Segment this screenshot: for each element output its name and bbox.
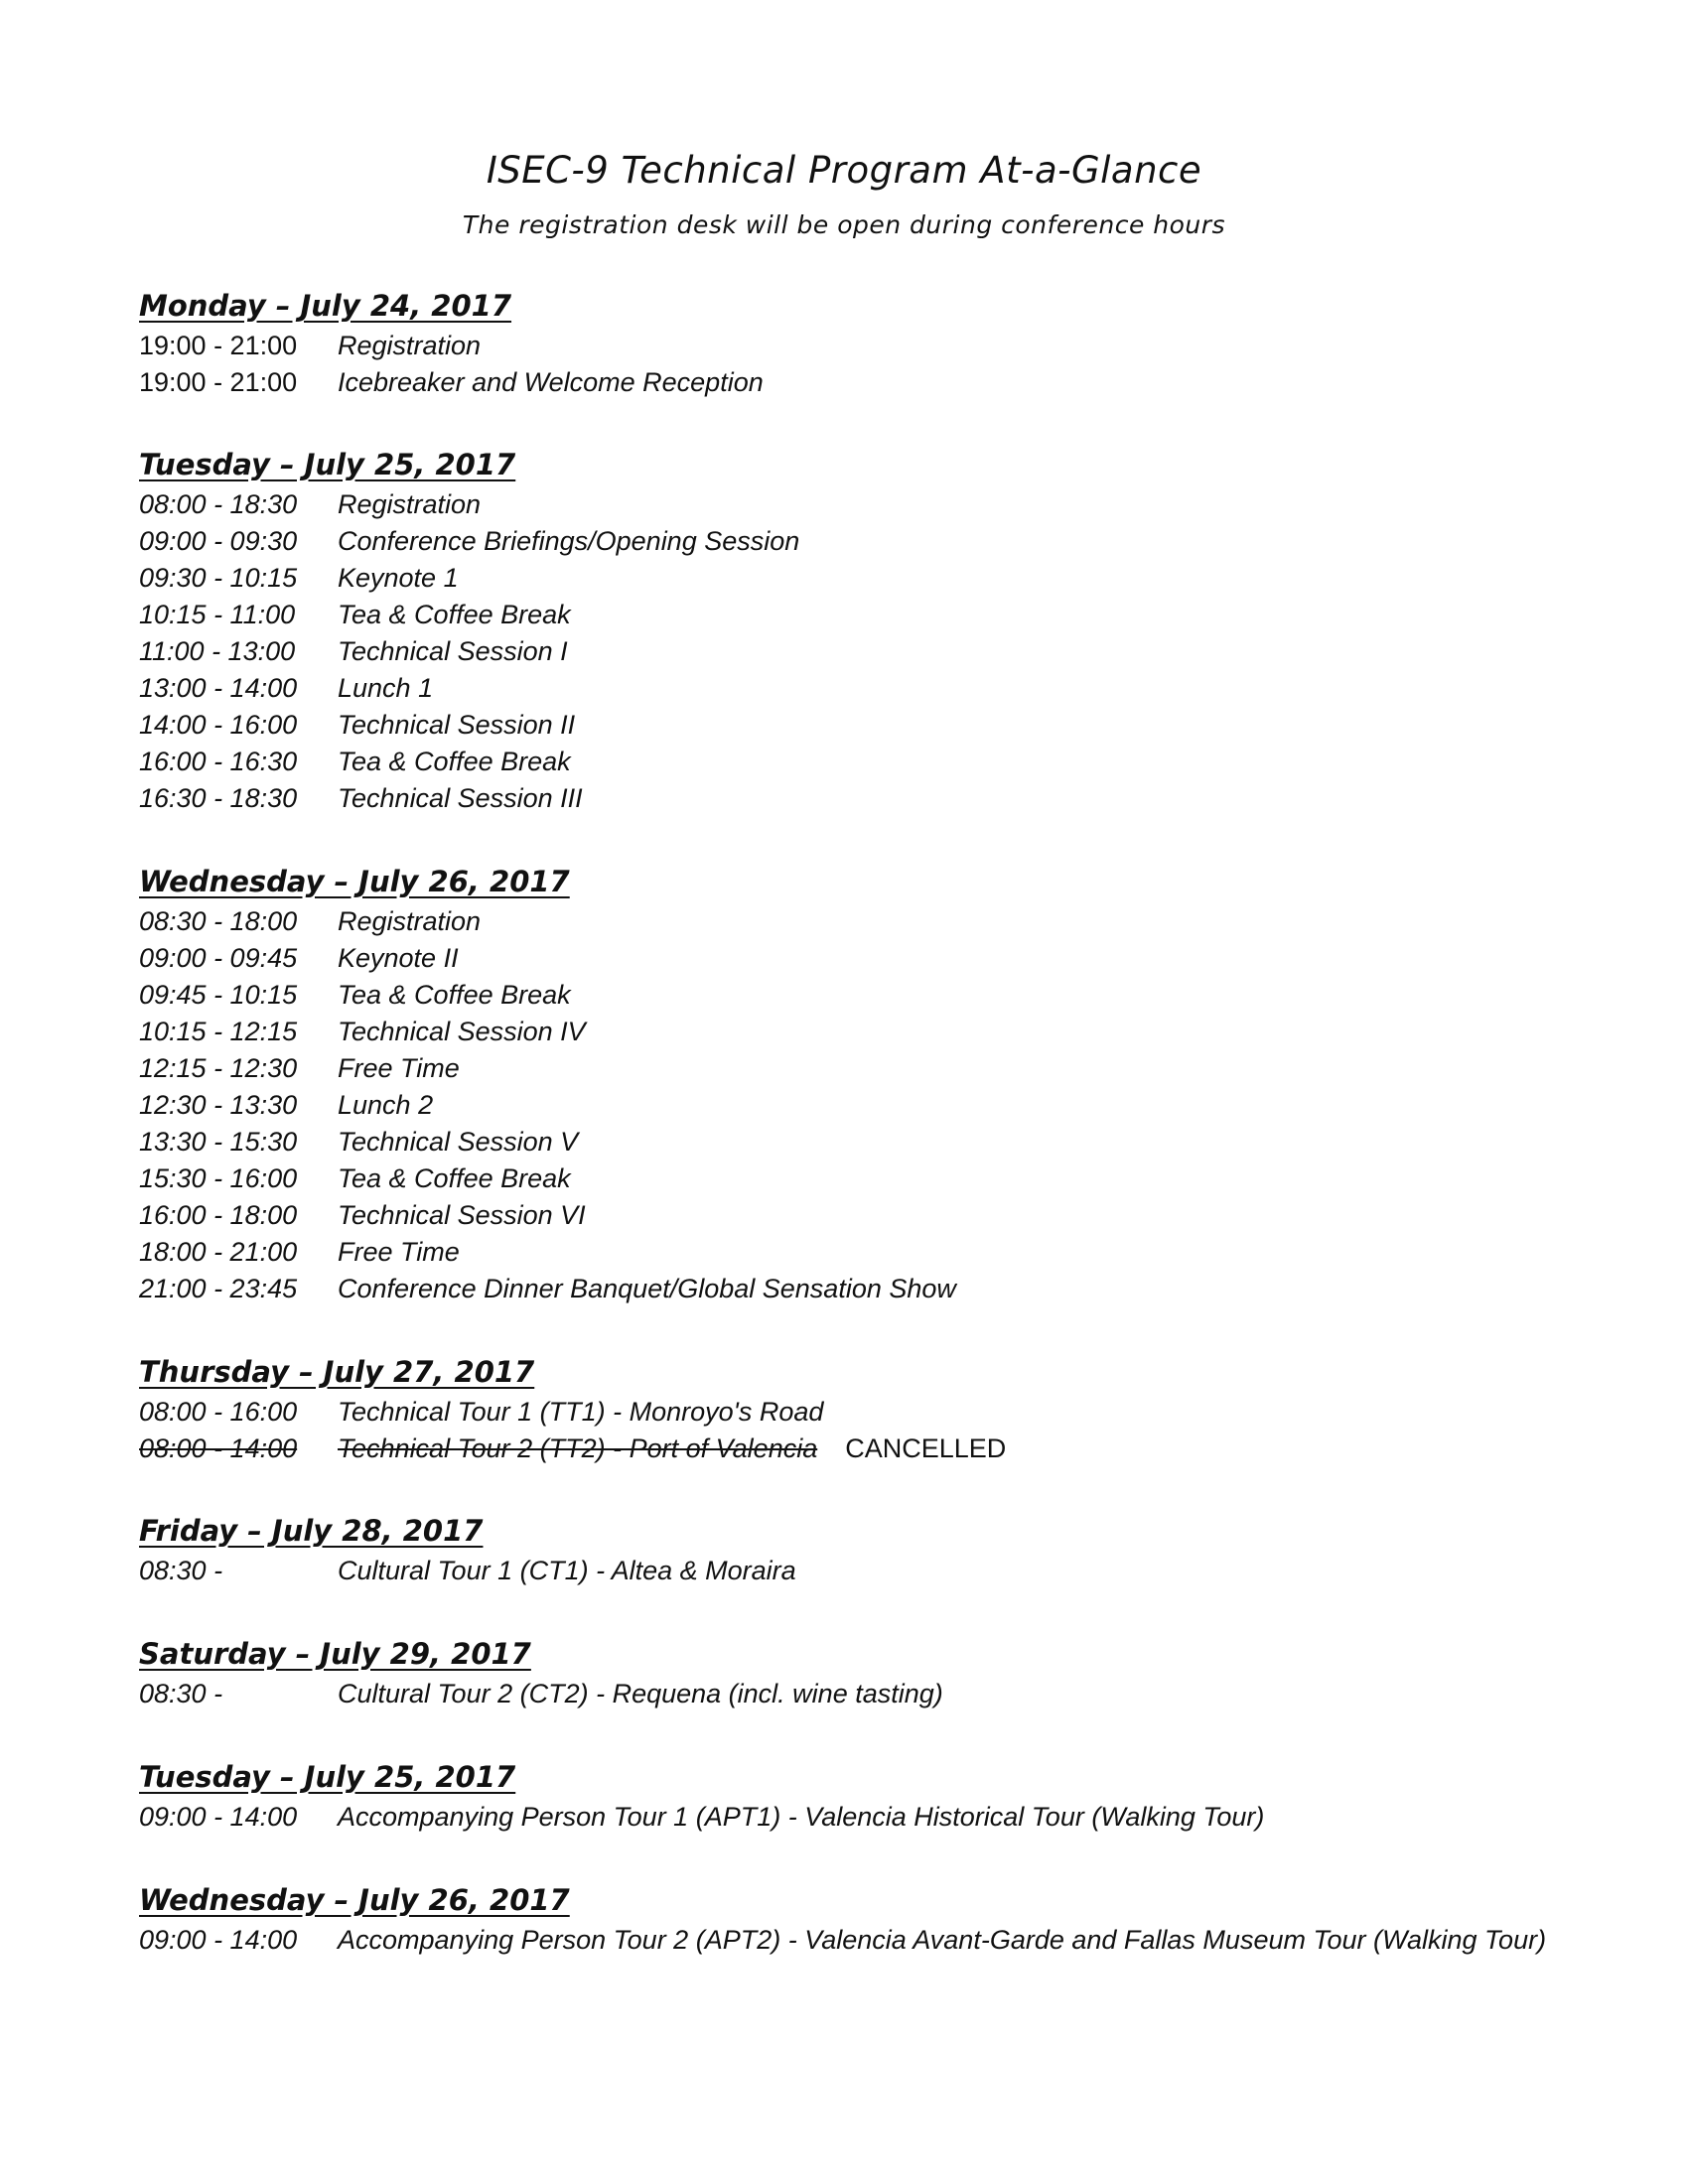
- event-name: Technical Session V: [338, 1127, 579, 1157]
- event-name: Keynote 1: [338, 563, 459, 593]
- schedule-row: [139, 707, 1628, 744]
- schedule-row: [139, 560, 1628, 597]
- schedule-row: [139, 1676, 1628, 1712]
- schedule-row: [139, 1394, 1628, 1431]
- schedule-row: [139, 1160, 1628, 1197]
- day-section-monday: [139, 286, 1628, 401]
- page-title: ISEC-9 Technical Program At-a-Glance: [486, 149, 1202, 192]
- schedule-row: [139, 1799, 1628, 1836]
- time-range: 08:00 - 18:30: [139, 489, 298, 519]
- time-range: 08:30 -: [139, 1679, 223, 1708]
- day-section-wednesday: [139, 862, 1628, 1307]
- schedule-row: [139, 1087, 1628, 1124]
- schedule-row: [139, 940, 1628, 977]
- schedule-row: [139, 597, 1628, 633]
- event-name: Technical Session IV: [338, 1017, 586, 1046]
- time-range: 13:00 - 14:00: [139, 673, 298, 703]
- event-name: Accompanying Person Tour 2 (APT2) - Valencia Avant-Garde and Fallas Museum Tour (Walking Tour): [338, 1925, 1547, 1955]
- time-range: 09:45 - 10:15: [139, 980, 298, 1010]
- time-range: 19:00 - 21:00: [139, 367, 298, 397]
- time-range: 14:00 - 16:00: [139, 710, 298, 740]
- schedule-row: [139, 486, 1628, 523]
- event-name: Registration: [338, 906, 482, 936]
- time-range: 08:00 - 14:00: [139, 1433, 298, 1463]
- day-section-tuesday: [139, 445, 1628, 817]
- day-heading: Saturday – July 29, 2017: [139, 1637, 531, 1671]
- time-range: 19:00 - 21:00: [139, 331, 298, 360]
- time-range: 21:00 - 23:45: [139, 1274, 298, 1303]
- day-heading: Friday – July 28, 2017: [139, 1514, 484, 1548]
- time-range: 08:30 - 18:00: [139, 906, 298, 936]
- schedule-row: [139, 1050, 1628, 1087]
- event-name: Tea & Coffee Break: [338, 747, 571, 776]
- event-name: Technical Session VI: [338, 1200, 586, 1230]
- day-heading: Monday – July 24, 2017: [139, 289, 512, 323]
- schedule-row: [139, 1553, 1628, 1589]
- event-name: Tea & Coffee Break: [338, 980, 571, 1010]
- time-range: 09:00 - 14:00: [139, 1802, 298, 1832]
- event-name: Registration: [338, 331, 482, 360]
- day-section-tuesday-apt: [139, 1757, 1628, 1836]
- time-range: 09:00 - 09:30: [139, 526, 298, 556]
- time-range: 09:00 - 09:45: [139, 943, 298, 973]
- time-range: 12:30 - 13:30: [139, 1090, 298, 1120]
- cancelled-label: CANCELLED: [845, 1433, 1007, 1463]
- event-name: Technical Session I: [338, 636, 568, 666]
- event-name: Technical Session II: [338, 710, 576, 740]
- time-range: 13:30 - 15:30: [139, 1127, 298, 1157]
- time-range: 16:00 - 18:00: [139, 1200, 298, 1230]
- event-name: Cultural Tour 1 (CT1) - Altea & Moraira: [338, 1556, 796, 1585]
- schedule-row: [139, 523, 1628, 560]
- time-range: 15:30 - 16:00: [139, 1163, 298, 1193]
- day-section-saturday: [139, 1634, 1628, 1712]
- schedule-row: [139, 328, 1628, 364]
- time-range: 08:30 -: [139, 1556, 223, 1585]
- time-range: 08:00 - 16:00: [139, 1397, 298, 1427]
- time-range: 18:00 - 21:00: [139, 1237, 298, 1267]
- time-range: 11:00 - 13:00: [139, 636, 296, 666]
- schedule-row: [139, 1234, 1628, 1271]
- event-name: Technical Tour 1 (TT1) - Monroyo's Road: [338, 1397, 824, 1427]
- event-name: Conference Dinner Banquet/Global Sensation Show: [338, 1274, 956, 1303]
- time-range: 12:15 - 12:30: [139, 1053, 298, 1083]
- event-name: Tea & Coffee Break: [338, 1163, 571, 1193]
- time-range: 16:30 - 18:30: [139, 783, 298, 813]
- time-range: 10:15 - 12:15: [139, 1017, 298, 1046]
- day-heading: Wednesday – July 26, 2017: [139, 865, 570, 898]
- event-name: Keynote II: [338, 943, 459, 973]
- event-name: Lunch 2: [338, 1090, 434, 1120]
- schedule-row: [139, 1922, 1628, 1959]
- time-range: 16:00 - 16:30: [139, 747, 298, 776]
- schedule-row: [139, 1124, 1628, 1160]
- schedule-row: [139, 780, 1628, 817]
- day-heading: Tuesday – July 25, 2017: [139, 448, 516, 481]
- schedule-row-cancelled: [139, 1431, 1628, 1467]
- time-range: 09:30 - 10:15: [139, 563, 298, 593]
- schedule-row: [139, 1014, 1628, 1050]
- event-name: Technical Tour 2 (TT2) - Port of Valencia: [338, 1433, 818, 1463]
- event-name: Registration: [338, 489, 482, 519]
- schedule-row: [139, 744, 1628, 780]
- event-name: Cultural Tour 2 (CT2) - Requena (incl. wine tasting): [338, 1679, 943, 1708]
- time-range: 10:15 - 11:00: [139, 600, 296, 629]
- schedule-row: [139, 670, 1628, 707]
- event-name: Technical Session III: [338, 783, 583, 813]
- schedule-row: [139, 903, 1628, 940]
- day-section-friday: [139, 1511, 1628, 1589]
- event-name: Conference Briefings/Opening Session: [338, 526, 800, 556]
- event-name: Free Time: [338, 1237, 460, 1267]
- time-range: 09:00 - 14:00: [139, 1925, 298, 1955]
- event-name: Tea & Coffee Break: [338, 600, 571, 629]
- day-section-thursday: [139, 1352, 1628, 1467]
- day-heading: Tuesday – July 25, 2017: [139, 1760, 516, 1794]
- page-subtitle: The registration desk will be open during conference hours: [462, 210, 1226, 239]
- event-name: Accompanying Person Tour 1 (APT1) - Valencia Historical Tour (Walking Tour): [338, 1802, 1265, 1832]
- event-name: Lunch 1: [338, 673, 434, 703]
- schedule-row: [139, 1271, 1628, 1307]
- day-heading: Thursday – July 27, 2017: [139, 1355, 535, 1389]
- schedule-row: [139, 977, 1628, 1014]
- schedule-row: [139, 1197, 1628, 1234]
- event-name: Free Time: [338, 1053, 460, 1083]
- schedule-row: [139, 633, 1628, 670]
- day-heading: Wednesday – July 26, 2017: [139, 1883, 570, 1917]
- event-name: Icebreaker and Welcome Reception: [338, 367, 764, 397]
- day-section-wednesday-apt: [139, 1880, 1628, 1959]
- schedule-row: [139, 364, 1628, 401]
